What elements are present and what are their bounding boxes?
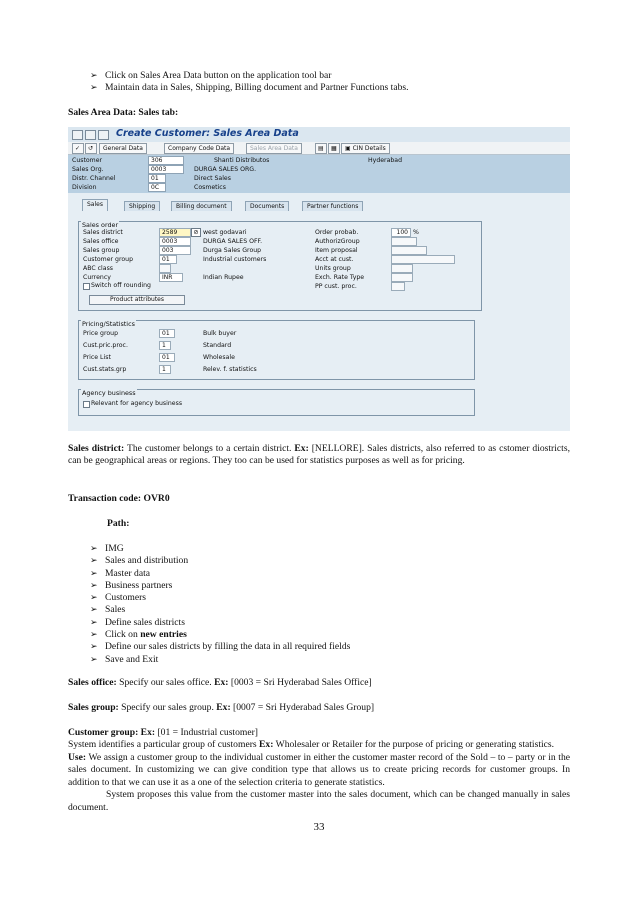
section-heading: Sales Area Data: Sales tab:: [68, 107, 179, 118]
sales-district-text2: [NELLORE]. Sales districts, also referred to as cstomer diostricts, can be geographical areas or regions. They too can be used for statistics purposes as well as for pricing.: [68, 443, 570, 467]
division-field[interactable]: 0C: [148, 183, 166, 192]
sap-screen-title: Create Customer: Sales Area Data: [116, 128, 299, 139]
pricing-statistics-group: [78, 320, 475, 380]
save-icon[interactable]: ▦: [328, 143, 340, 154]
customer-group-text: [01 = Industrial customer]: [155, 727, 259, 738]
customer-field[interactable]: 306: [148, 156, 184, 165]
distr-channel-label: Distr. Channel: [72, 175, 116, 182]
header-block: [68, 155, 570, 193]
path-item: ➢ Master data: [90, 568, 350, 580]
item-proposal-label: Item proposal: [315, 247, 358, 254]
cust-stats-grp-label: Cust.stats.grp: [83, 366, 127, 373]
path-label: Path:: [107, 518, 130, 529]
cust-pric-proc-field[interactable]: 1: [159, 341, 171, 350]
sales-group-field[interactable]: 003: [159, 246, 191, 255]
sales-district-field[interactable]: 2589: [159, 228, 191, 237]
customer-group-field[interactable]: 01: [159, 255, 177, 264]
distr-channel-desc: Direct Sales: [194, 175, 231, 182]
match-code-icon[interactable]: ⊘: [191, 228, 201, 237]
distr-channel-field[interactable]: 01: [148, 174, 166, 183]
sales-district-text1: The customer belongs to a certain district.: [124, 443, 295, 454]
general-data-button[interactable]: General Data: [99, 143, 147, 154]
back-icon[interactable]: [72, 130, 83, 140]
price-group-field[interactable]: 01: [159, 329, 175, 338]
cin-details-label: CIN Details: [352, 145, 386, 152]
tab-strip: [68, 199, 570, 211]
path-item: ➢ IMG: [90, 543, 350, 555]
intro-bullet: ➢ Maintain data in Sales, Shipping, Billing document and Partner Functions tabs.: [90, 82, 409, 94]
price-list-desc: Wholesale: [203, 354, 235, 361]
order-probab-unit: %: [413, 229, 419, 236]
switch-off-rounding-checkbox[interactable]: [83, 283, 90, 290]
sap-screenshot: [68, 127, 570, 431]
authoriz-group-label: AuthorizGroup: [315, 238, 360, 245]
customer-group-ex: Ex:: [138, 727, 156, 738]
sales-org-desc: DURGA SALES ORG.: [194, 166, 257, 173]
tab-sales[interactable]: Sales: [82, 199, 108, 211]
sales-org-label: Sales Org.: [72, 166, 104, 173]
path-item: ➢ Sales: [90, 604, 350, 616]
sales-office-label: Sales office: [83, 238, 119, 245]
units-group-label: Units group: [315, 265, 351, 272]
path-item: ➢ Save and Exit: [90, 654, 350, 666]
pp-cust-proc-label: PP cust. proc.: [315, 283, 357, 290]
authoriz-group-field[interactable]: [391, 237, 417, 246]
sales-org-field[interactable]: 0003: [148, 165, 184, 174]
path-item: ➢ Sales and distribution: [90, 555, 350, 567]
path-item: ➢ Define sales districts: [90, 617, 350, 629]
customer-group-use-text: We assign a customer group to the individual customer in either the customer master record of the Sold – to – party or in the sales document. In customizing we can give condition type that allows us to create pricing records for customer groups. In addition to that we can use it as a one of the selection criteria to generate statistics.: [68, 751, 570, 788]
cust-pric-proc-label: Cust.pric.proc.: [83, 342, 128, 349]
sales-group-text1: Specify our sales group.: [118, 702, 217, 713]
tab-partner-functions[interactable]: Partner functions: [302, 201, 363, 211]
history-icon[interactable]: ↺: [85, 143, 97, 154]
tab-shipping[interactable]: Shipping: [124, 201, 160, 211]
sales-district-desc: west godavari: [203, 229, 247, 236]
customer-group-label: Customer group: [83, 256, 133, 263]
currency-label: Currency: [83, 274, 111, 281]
customer-group-line2b: Wholesaler or Retailer for the purpose of pricing or generating statistics.: [273, 739, 555, 751]
print-icon[interactable]: ▤: [315, 143, 327, 154]
switch-off-rounding-label: Switch off rounding: [91, 282, 151, 289]
agency-business-title: Agency business: [82, 389, 136, 397]
sales-area-data-button[interactable]: Sales Area Data: [246, 143, 302, 154]
customer-group-line2a: System identifies a particular group of customers: [68, 739, 260, 751]
page-number: 33: [313, 821, 325, 833]
sales-office-field[interactable]: 0003: [159, 237, 191, 246]
sales-group-text2: [0007 = Sri Hyderabad Sales Group]: [230, 702, 375, 713]
sales-office-paragraph: [68, 677, 570, 689]
sales-group-label: Sales group: [83, 247, 120, 254]
path-item: ➢ Define our sales districts by filling the data in all required fields: [90, 641, 350, 653]
cin-details-button[interactable]: ▣ CIN Details: [341, 143, 390, 154]
sales-district-term: Sales district:: [68, 443, 125, 454]
sales-office-desc: DURGA SALES OFF.: [203, 238, 263, 245]
path-item: ➢ Customers: [90, 592, 350, 604]
customer-group-last: System proposes this value from the customer master into the sales document, which can be changed manually in sales document.: [68, 789, 570, 813]
currency-desc: Indian Rupee: [203, 274, 244, 281]
currency-field[interactable]: INR: [159, 273, 183, 282]
sales-district-paragraph: [68, 443, 570, 468]
customer-label: Customer: [72, 157, 103, 164]
order-probab-field[interactable]: 100: [391, 228, 411, 237]
acct-at-cust-field[interactable]: [391, 255, 455, 264]
customer-name: Shanti Distributos: [214, 157, 270, 164]
acct-at-cust-label: Acct at cust.: [315, 256, 354, 263]
path-list: [90, 543, 350, 666]
pp-cust-proc-field[interactable]: [391, 282, 405, 291]
agency-business-group: [78, 389, 475, 416]
sales-group-desc: Durga Sales Group: [203, 247, 262, 254]
abc-class-label: ABC class: [83, 265, 114, 272]
cust-pric-proc-desc: Standard: [203, 342, 232, 349]
intro-bullet-list: [90, 70, 409, 95]
intro-bullet: ➢ Click on Sales Area Data button on the application tool bar: [90, 70, 409, 82]
order-probab-label: Order probab.: [315, 229, 359, 236]
customer-group-line2-ex: Ex:: [259, 739, 274, 751]
cust-stats-grp-desc: Relev. f. statistics: [203, 366, 257, 373]
sales-office-ex: Ex:: [214, 677, 229, 688]
sales-office-term: Sales office:: [68, 677, 117, 688]
sales-office-text1: Specify our sales office.: [116, 677, 215, 688]
sales-order-group: [78, 221, 482, 311]
exch-rate-type-field[interactable]: [391, 273, 413, 282]
path-click-bold: new entries: [140, 629, 187, 641]
sales-group-term: Sales group:: [68, 702, 119, 713]
path-click-prefix: Click on: [105, 629, 141, 641]
item-proposal-field[interactable]: [391, 246, 427, 255]
division-desc: Cosmetics: [194, 184, 226, 191]
price-group-desc: Bulk buyer: [203, 330, 237, 337]
sales-group-paragraph: [68, 702, 570, 714]
application-toolbar: [68, 142, 570, 155]
customer-group-paragraph: [68, 727, 570, 814]
product-attributes-button[interactable]: Product attributes: [89, 295, 185, 305]
sales-office-text2: [0003 = Sri Hyderabad Sales Office]: [228, 677, 372, 688]
tab-documents[interactable]: Documents: [245, 201, 289, 211]
customer-city: Hyderabad: [368, 157, 403, 164]
exch-rate-type-label: Exch. Rate Type: [315, 274, 365, 281]
units-group-field[interactable]: [391, 264, 413, 273]
customer-group-use-term: Use:: [68, 751, 87, 763]
relevant-for-agency-checkbox[interactable]: [83, 401, 90, 408]
check-icon[interactable]: ✓: [72, 143, 84, 154]
sales-order-title: Sales order: [82, 221, 119, 229]
company-code-data-button[interactable]: Company Code Data: [164, 143, 234, 154]
display-change-icon[interactable]: [85, 130, 96, 140]
sap-title-bar: [68, 127, 570, 142]
sales-district-ex: Ex:: [294, 443, 309, 454]
tab-billing-document[interactable]: Billing document: [171, 201, 232, 211]
division-label: Division: [72, 184, 97, 191]
path-item-click: [90, 629, 350, 641]
transaction-code: Transaction code: OVR0: [68, 493, 170, 504]
relevant-for-agency-label: Relevant for agency business: [91, 400, 183, 407]
price-list-label: Price List: [83, 354, 111, 361]
customer-group-desc: Industrial customers: [203, 256, 267, 263]
other-icon[interactable]: [98, 130, 109, 140]
sales-group-ex: Ex:: [216, 702, 231, 713]
cust-stats-grp-field[interactable]: 1: [159, 365, 171, 374]
price-group-label: Price group: [83, 330, 119, 337]
price-list-field[interactable]: 01: [159, 353, 175, 362]
pricing-statistics-title: Pricing/Statistics: [82, 320, 135, 328]
abc-class-field[interactable]: [159, 264, 171, 273]
path-item: ➢ Business partners: [90, 580, 350, 592]
sales-district-label: Sales district: [83, 229, 123, 236]
customer-group-term: Customer group:: [68, 727, 139, 738]
